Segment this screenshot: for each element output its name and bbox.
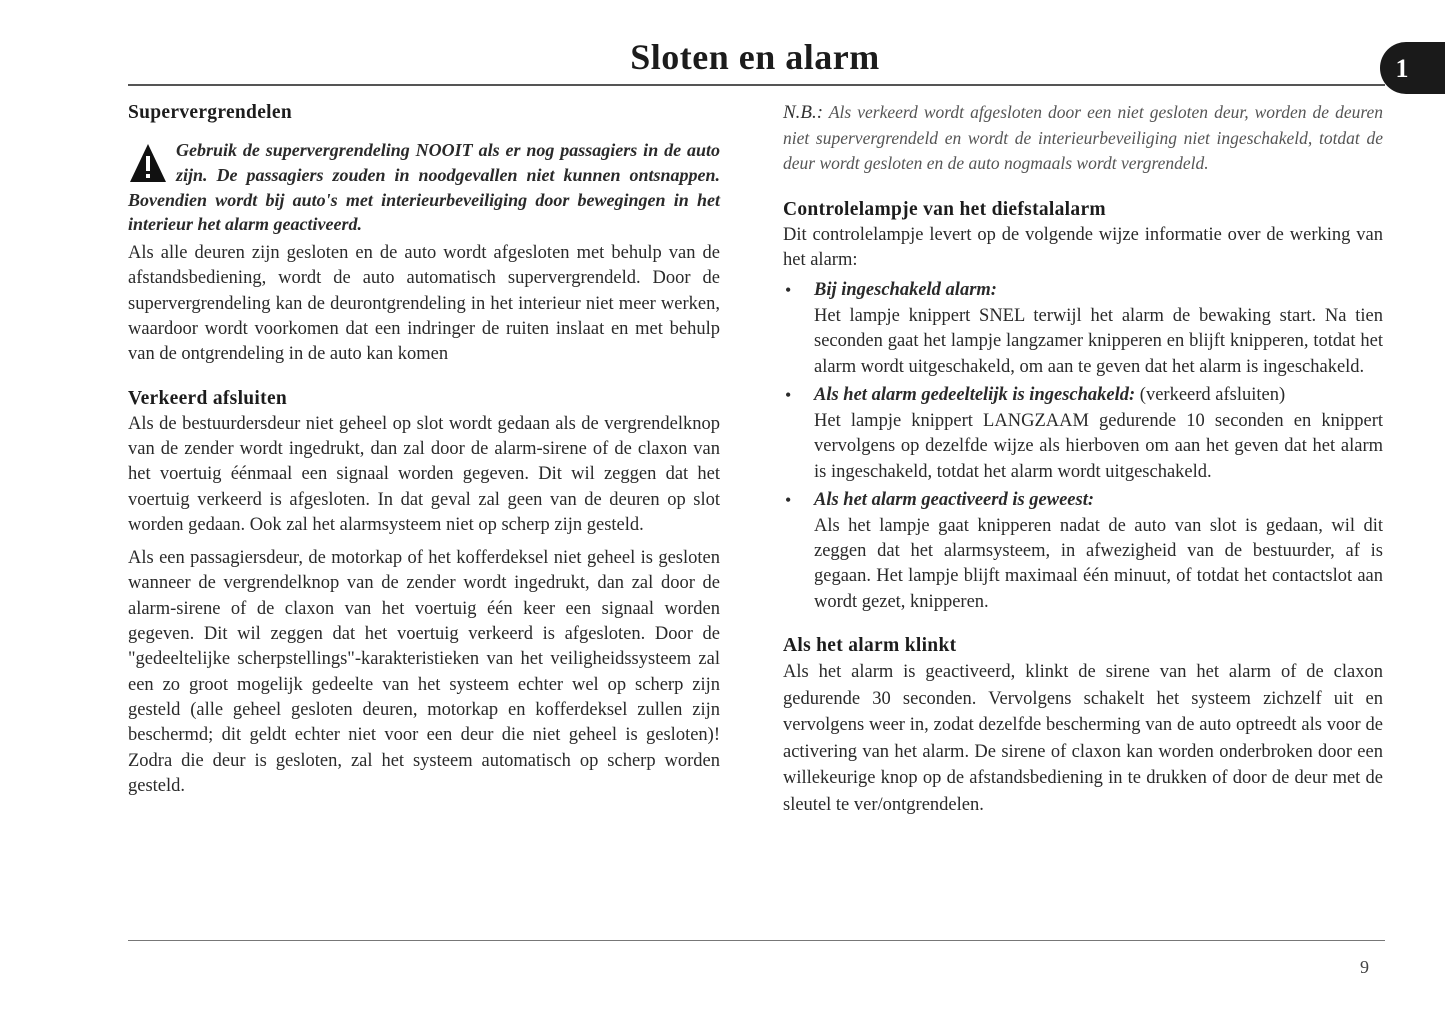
header-rule	[128, 84, 1385, 86]
heading-verkeerd-afsluiten: Verkeerd afsluiten	[128, 387, 288, 409]
bullet-heading-suffix: (verkeerd afsluiten)	[1135, 384, 1286, 405]
warning-triangle-icon	[128, 142, 168, 184]
warning-text: Gebruik de supervergrendeling NOOIT als er nog passagiers in de auto zijn. De passagiers zouden in noodgevallen niet kunnen ontsnappen. Bovendien wordt bij auto's met interieurbeveiliging door bewegingen in het interieur het alarm geactiveerd.	[128, 140, 720, 235]
bullet-body: Als het lampje gaat knipperen nadat de auto van slot is gedaan, wil dit zeggen dat het alarmsysteem, in afwezigheid van de bestuurder, af is gegaan. Het lampje blijft maximaal één minuut, of totdat het contactslot aan wordt gezet, knipperen.	[814, 515, 1383, 612]
heading-supervergrendelen: Supervergrendelen	[128, 102, 292, 123]
bullet-dot-icon: •	[785, 384, 792, 405]
bullet-body: Het lampje knippert SNEL terwijl het alarm de bewaking start. Na tien seconden gaat het lampje langzamer knipperen en blijft knipperen, totdat het alarm wordt uitgeschakeld, om aan te geven dat het alarm is ingeschakeld.	[814, 306, 1383, 377]
bullet-heading: Als het alarm gedeeltelijk is ingeschakeld:	[814, 384, 1136, 405]
note-text: Als verkeerd wordt afgesloten door een niet gesloten deur, worden de deuren niet supervergrendeld en wordt de interieurbeveiliging niet ingeschakeld, totdat de deur wordt gesloten en de auto nogmaals wordt vergrendeld.	[783, 102, 1384, 173]
heading-als-het-alarm-klinkt: Als het alarm klinkt	[783, 635, 957, 657]
footer-rule	[128, 940, 1385, 941]
controlelampje-intro: Dit controlelampje levert op de volgende wijze informatie over de werking van het alarm:	[783, 224, 1383, 270]
page-number: 9	[1360, 957, 1369, 977]
chapter-number: 1	[1395, 54, 1409, 83]
bullet-heading: Als het alarm geactiveerd is geweest:	[814, 489, 1095, 510]
verkeerd-afsluiten-paragraph-1: Als de bestuurdersdeur niet geheel op slot wordt gedaan als de vergrendelknop van de zender wordt ingedrukt, dan zal door de alarm-sirene of de claxon van het voertuig éénmaal een signaal worden gegeven. Dit wil zeggen dat het voertuig verkeerd is afgesloten. In dat geval zal geen van de deuren op slot worden gedaan. Ook zal het alarmsysteem niet op scherp zijn gesteld.	[128, 413, 720, 535]
heading-controlelampje: Controlelampje van het diefstalalarm	[783, 198, 1106, 220]
list-item	[783, 382, 1383, 485]
supervergrendelen-paragraph: Als alle deuren zijn gesloten en de auto wordt afgesloten met behulp van de afstandsbediening, wordt de auto automatisch supervergrendeld. Door de supervergrendeling kan de deurontgrendeling in het interieur niet meer werken, waardoor wordt voorkomen dat een indringer de ruiten inslaat en met behulp van de ontgrendeling in de auto kan komen	[128, 243, 720, 365]
note-block	[783, 100, 1383, 177]
list-item	[783, 487, 1383, 615]
right-column	[783, 100, 1383, 819]
note-label: N.B.:	[783, 102, 824, 123]
page-title: Sloten en alarm	[630, 37, 880, 77]
chapter-tab	[1380, 42, 1445, 94]
bullet-dot-icon: •	[785, 280, 792, 301]
alarm-klinkt-paragraph: Als het alarm is geactiveerd, klinkt de sirene van het alarm of de claxon gedurende 30 seconden. Vervolgens schakelt het systeem zichzelf uit en vervolgens weer in, zodat dezelfde bescherming van de auto optreedt als voor de activering van het alarm. De sirene of claxon kan worden onderbroken door een willekeurige knop op de afstandsbediening in te drukken of door de deur met de sleutel te ver/ontgrendelen.	[783, 662, 1383, 816]
bullet-heading: Bij ingeschakeld alarm:	[814, 280, 997, 301]
indicator-list	[783, 277, 1383, 615]
warning-block	[128, 138, 720, 237]
list-item	[783, 277, 1383, 380]
left-column	[128, 100, 720, 799]
bullet-dot-icon: •	[785, 489, 792, 510]
bullet-body: Het lampje knippert LANGZAAM gedurende 10 seconden en knippert vervolgens op dezelfde wijze als hierboven om aan het geven dat het alarm is ingeschakeld, totdat het alarm wordt uitgeschakeld.	[814, 410, 1383, 482]
verkeerd-afsluiten-paragraph-2: Als een passagiersdeur, de motorkap of het kofferdeksel niet geheel is gesloten wanneer de vergrendelknop van de zender wordt ingedrukt, dan zal door de alarm-sirene of de claxon van het voertuig één keer een signaal worden gegeven. Dit wil zeggen dat het voertuig verkeerd is afgesloten. Door de "gedeeltelijke scherpstellings"-karakteristieken van het veiligheidssysteem zal een zo groot mogelijk gedeelte van het systeem echter wel op scherp zijn gesteld (alle geheel gesloten deuren, motorkap en kofferdeksel zullen zijn beschermd; dit geldt echter niet voor een deur die niet geheel is gesloten)! Zodra die deur is gesloten, zal het systeem automatisch op scherp worden gesteld.	[128, 548, 720, 796]
